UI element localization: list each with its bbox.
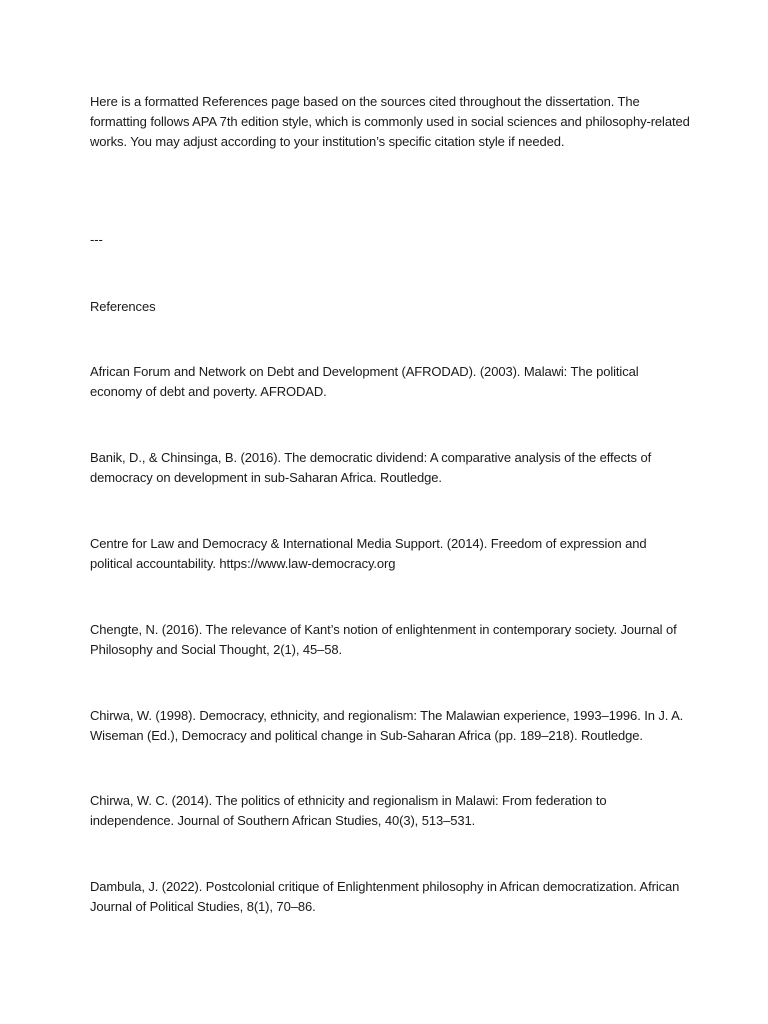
reference-entry: Chirwa, W. C. (2014). The politics of ethnicity and regionalism in Malawi: From federation to independence. Journal of Southern African Studies, 40(3), 513–531. (90, 793, 607, 828)
reference-entry: Chirwa, W. (1998). Democracy, ethnicity, and regionalism: The Malawian experience, 1993–1996. In J. A. Wiseman (Ed.), Democracy and political change in Sub-Saharan Africa (pp. 189–218). Routledge. (90, 708, 684, 743)
separator-line: --- (90, 232, 103, 247)
reference-entry: Dambula, J. (2022). Postcolonial critique of Enlightenment philosophy in African democratization. African Journal of Political Studies, 8(1), 70–86. (90, 879, 680, 914)
references-heading: References (90, 299, 156, 314)
reference-entry: Centre for Law and Democracy & International Media Support. (2014). Freedom of expression and political accountability. https://www.law-democracy.org (90, 536, 647, 571)
reference-entry: Banik, D., & Chinsinga, B. (2016). The democratic dividend: A comparative analysis of the effects of democracy on development in sub-Saharan Africa. Routledge. (90, 450, 652, 485)
intro-paragraph: Here is a formatted References page based on the sources cited throughout the dissertation. The formatting follows APA 7th edition style, which is commonly used in social sciences and philosophy-related works. You may adjust according to your institution’s specific citation style if needed. (90, 94, 690, 149)
reference-entry: Chengte, N. (2016). The relevance of Kant’s notion of enlightenment in contemporary society. Journal of Philosophy and Social Thought, 2(1), 45–58. (90, 622, 677, 657)
reference-entry: African Forum and Network on Debt and Development (AFRODAD). (2003). Malawi: The political economy of debt and poverty. AFRODAD. (90, 364, 639, 399)
